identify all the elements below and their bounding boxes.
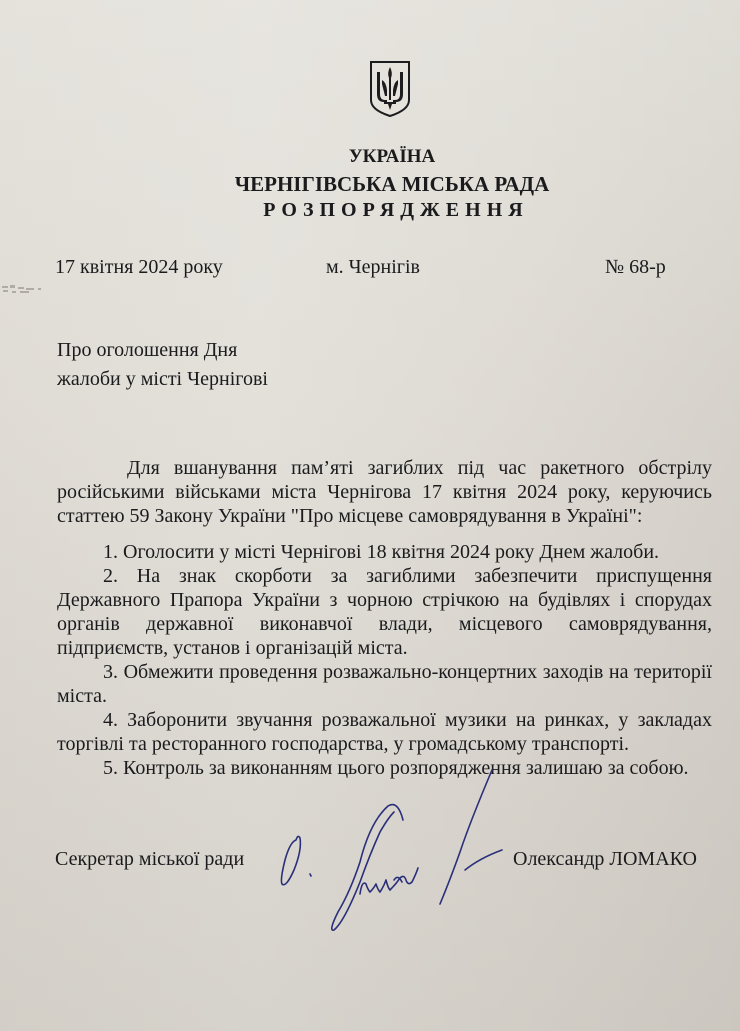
preamble-text: Для вшанування пам’яті загиблих під час ракетного обстрілу російськими військами міста Чернігова 17 квітня 2024 року, керуючись статтею 59 Закону України "Про місцеве самоврядування в Україні": <box>57 457 712 527</box>
header-document-type: РОЗПОРЯДЖЕННЯ <box>263 199 529 221</box>
preamble-paragraph <box>57 456 712 528</box>
document-number: № 68-р <box>605 256 666 278</box>
handwritten-signature <box>270 762 520 937</box>
order-item-5: 5. Контроль за виконанням цього розпорядження залишаю за собою. <box>103 757 689 779</box>
order-items-list <box>57 540 712 780</box>
document-subject <box>57 336 268 394</box>
signatory-name: Олександр ЛОМАКО <box>513 848 697 870</box>
document-date: 17 квітня 2024 року <box>55 256 223 278</box>
signatory-title: Секретар міської ради <box>55 848 245 870</box>
coat-of-arms-icon <box>369 60 411 118</box>
paper-smudge <box>0 282 48 296</box>
order-item-2: 2. На знак скорботи за загиблими забезпечити приспущення Державного Прапора України з чорною стрічкою на будівлях і спорудах органів державної виконавчої влади, місцевого самоврядування, підприємств, установ і організацій міста. <box>57 565 712 659</box>
header-country: УКРАЇНА <box>348 146 436 167</box>
document-city: м. Чернігів <box>326 256 420 278</box>
order-item-4: 4. Заборонити звучання розважальної музики на ринках, у закладах торгівлі та ресторанного господарства, у громадському транспорті. <box>57 709 712 755</box>
header-council-name: ЧЕРНІГІВСЬКА МІСЬКА РАДА <box>234 172 550 196</box>
subject-line-1: Про оголошення Дня <box>57 339 238 361</box>
subject-line-2: жалоби у місті Чернігові <box>57 368 268 390</box>
order-item-1: 1. Оголосити у місті Чернігові 18 квітня 2024 року Днем жалоби. <box>103 541 660 563</box>
order-item-3: 3. Обмежити проведення розважально-концертних заходів на території міста. <box>57 661 712 707</box>
